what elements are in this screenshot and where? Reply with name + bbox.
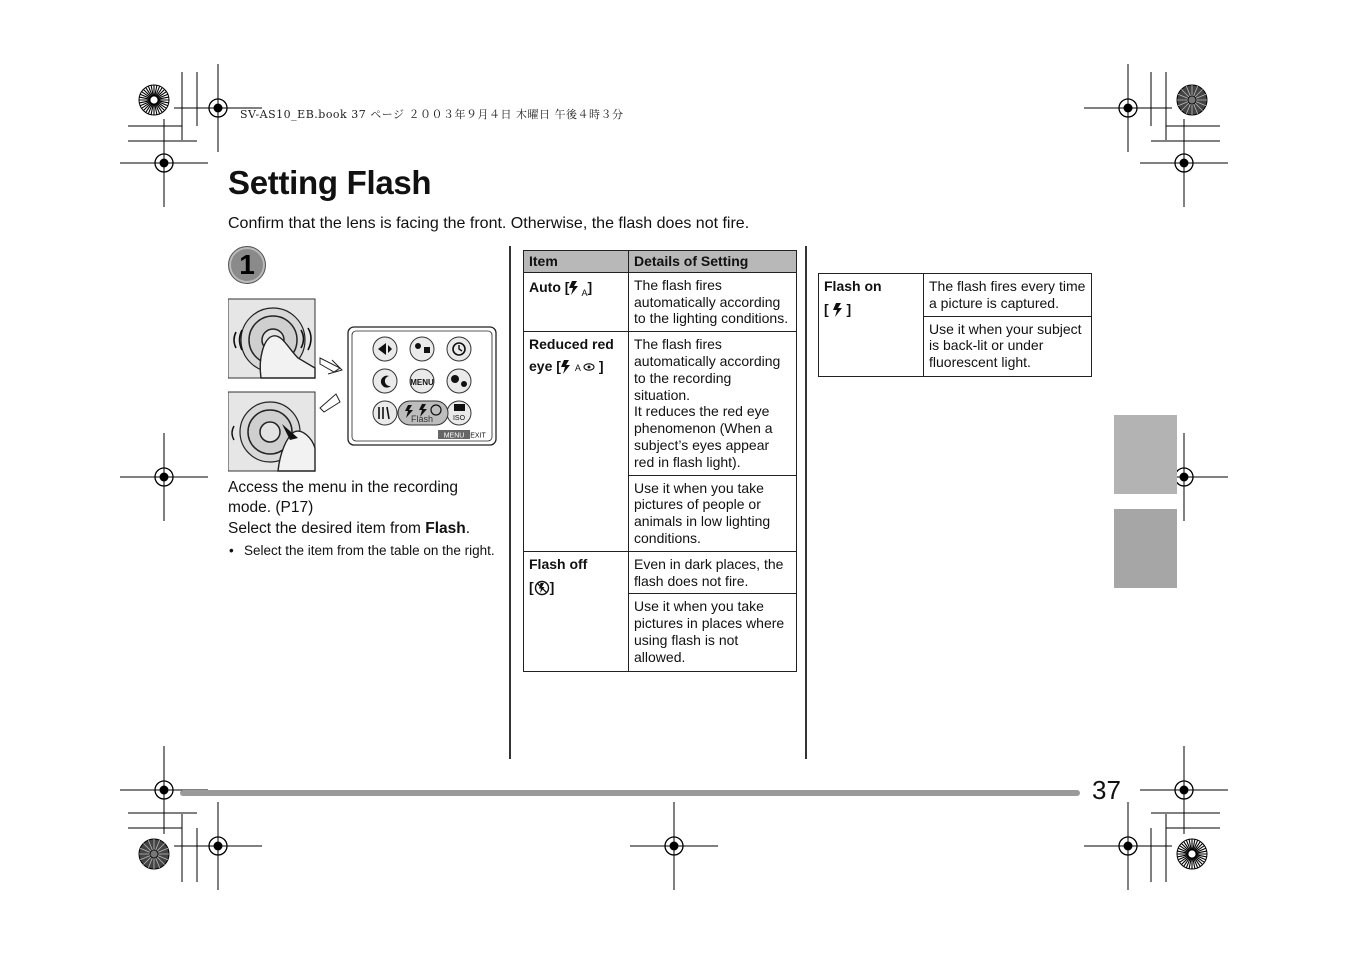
print-header: SV-AS10_EB.book 37 ページ ２００３年９月４日 木曜日 午後４時３分 [240,108,624,121]
detail-red-eye-usage: Use it when you take pictures of people or animals in low lighting conditions. [629,475,797,551]
item-red-eye: Reduced red eye [ A ] [524,332,629,552]
column-header-item: Item [524,251,629,273]
detail-red-eye: The flash fires automatically according to the recording situation. It reduces the red eye phenomenon (When a subject’s eyes appear red in flash light). [629,332,797,475]
flash-settings-table [523,250,797,672]
audio-icon [415,343,421,349]
detail-flash-off-usage: Use it when you take pictures in places where using flash is not allowed. [629,594,797,671]
item-auto: Auto [ $_A$] [524,272,629,331]
detail-flash-off: Even in dark places, the flash does not fire. [629,551,797,594]
flash-on-icon [833,303,843,317]
intro-text: Confirm that the lens is facing the front. Otherwise, the flash does not fire. [228,215,750,232]
exit-label: EXIT [470,432,486,440]
step-instructions [228,478,498,559]
table-row-auto [524,272,797,331]
lcd-menu-screen [348,327,496,445]
joystick-tilt-illustration [228,392,315,471]
table-header-row [524,251,797,273]
step-bullet: • Select the item from the table on the right. [228,542,498,559]
joystick-press-illustration [228,299,315,378]
detail-auto: The flash fires automatically according to the lighting conditions. [629,272,797,331]
arrow-icon [320,358,342,374]
page-title: Setting Flash [228,164,432,201]
column-divider [805,246,807,759]
column-header-details: Details of Setting [629,251,797,273]
step-line-2: Select the desired item from Flash. [228,520,471,537]
item-flash-on: Flash on [ ] [819,274,924,377]
exit-menu-key: MENU [443,432,465,440]
iso-icon-label: ISO [452,415,466,422]
step-number-badge: 1 [228,246,266,284]
item-flash-off: Flash off [ ] [524,551,629,671]
arrow-icon [320,394,340,412]
chapter-tab [1114,509,1177,588]
detail-flash-on: The flash fires every time a picture is captured. [924,274,1092,317]
table-row-red-eye [524,332,797,475]
flash-menu-label: Flash [410,414,434,424]
detail-flash-on-usage: Use it when your subject is back-lit or under fluorescent light. [924,316,1092,376]
flash-red-eye-icon [561,360,573,374]
flash-settings-table-continued [818,273,1092,377]
flash-off-icon [534,580,550,596]
step-line-1: Access the menu in the recording mode. (P17) [228,479,459,516]
table-row-flash-off [524,551,797,594]
table-row-flash-on [819,274,1092,317]
eye-icon [583,362,595,372]
menu-icon-label: MENU [410,378,434,387]
white-balance-icon [451,375,459,383]
column-divider [509,246,511,759]
camera-menu-illustration [228,298,498,473]
page-number: 37 [1092,775,1121,805]
chapter-tab [1114,415,1177,494]
